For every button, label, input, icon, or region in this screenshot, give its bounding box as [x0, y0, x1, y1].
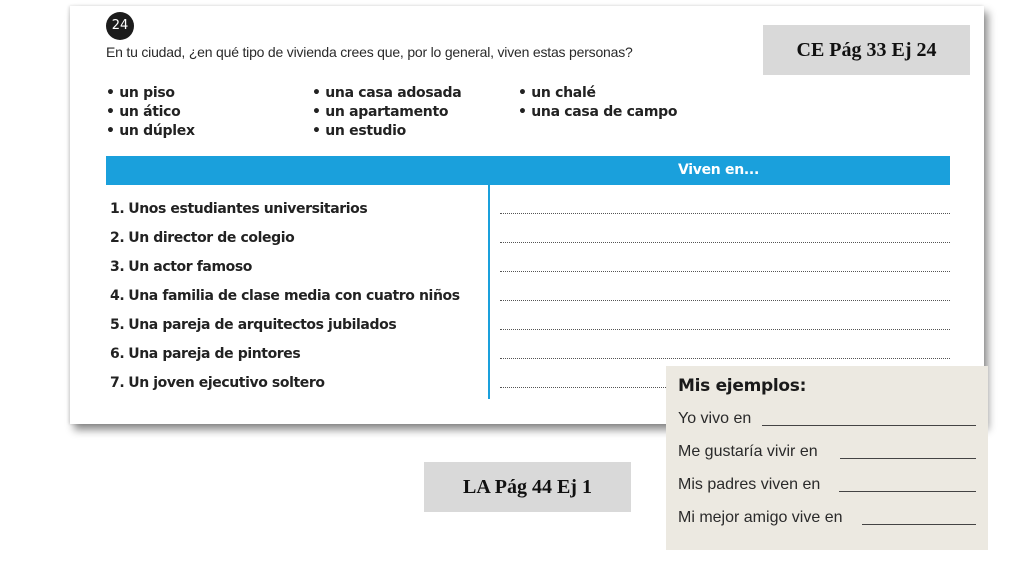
option-item: • un estudio	[312, 122, 461, 141]
table-row	[110, 373, 460, 402]
answer-line[interactable]	[500, 271, 950, 272]
row-number: 2.	[110, 230, 125, 246]
row-text: Una familia de clase media con cuatro niños	[128, 288, 460, 304]
option-item: • un apartamento	[312, 103, 461, 122]
example-prompt: Yo vivo en	[678, 410, 752, 427]
row-number: 5.	[110, 317, 125, 333]
option-item: • un chalé	[518, 84, 677, 103]
row-number: 3.	[110, 259, 125, 275]
row-text: Un actor famoso	[128, 259, 253, 275]
table-row	[110, 344, 460, 373]
example-prompt: Me gustaría vivir en	[678, 443, 818, 460]
answer-line[interactable]	[500, 387, 670, 388]
answer-line[interactable]	[500, 300, 950, 301]
row-text: Unos estudiantes universitarios	[128, 201, 368, 217]
example-answer-line[interactable]	[762, 425, 976, 426]
options-column-2	[312, 84, 461, 141]
table-row	[110, 286, 460, 315]
row-text: Una pareja de pintores	[128, 346, 301, 362]
reference-tag-ce: CE Pág 33 Ej 24	[763, 25, 970, 75]
options-column-3	[518, 84, 677, 122]
example-answer-line[interactable]	[839, 491, 976, 492]
table-row	[110, 228, 460, 257]
table-header-label: Viven en...	[678, 162, 759, 178]
table-rows	[110, 199, 460, 402]
example-answer-line[interactable]	[840, 458, 976, 459]
row-number: 6.	[110, 346, 125, 362]
examples-title: Mis ejemplos:	[678, 376, 807, 396]
option-item: • un ático	[106, 103, 195, 122]
row-text: Un joven ejecutivo soltero	[128, 375, 325, 391]
option-item: • un dúplex	[106, 122, 195, 141]
table-divider	[488, 185, 490, 399]
example-answer-line[interactable]	[862, 524, 976, 525]
table-row	[110, 257, 460, 286]
row-number: 7.	[110, 375, 125, 391]
table-header-bar	[106, 156, 950, 185]
row-text: Un director de colegio	[128, 230, 295, 246]
option-item: • una casa de campo	[518, 103, 677, 122]
option-item: • un piso	[106, 84, 195, 103]
row-number: 1.	[110, 201, 125, 217]
exercise-number-badge: 24	[106, 12, 134, 40]
answer-line[interactable]	[500, 242, 950, 243]
example-prompt: Mi mejor amigo vive en	[678, 509, 843, 526]
example-prompt: Mis padres viven en	[678, 476, 821, 493]
answer-line[interactable]	[500, 213, 950, 214]
table-row	[110, 199, 460, 228]
answer-line[interactable]	[500, 358, 950, 359]
table-row	[110, 315, 460, 344]
exercise-question: En tu ciudad, ¿en qué tipo de vivienda crees que, por lo general, viven estas personas?	[106, 44, 633, 60]
answer-line[interactable]	[500, 329, 950, 330]
options-column-1	[106, 84, 195, 141]
reference-tag-la: LA Pág 44 Ej 1	[424, 462, 631, 512]
option-item: • una casa adosada	[312, 84, 461, 103]
row-number: 4.	[110, 288, 125, 304]
row-text: Una pareja de arquitectos jubilados	[128, 317, 397, 333]
